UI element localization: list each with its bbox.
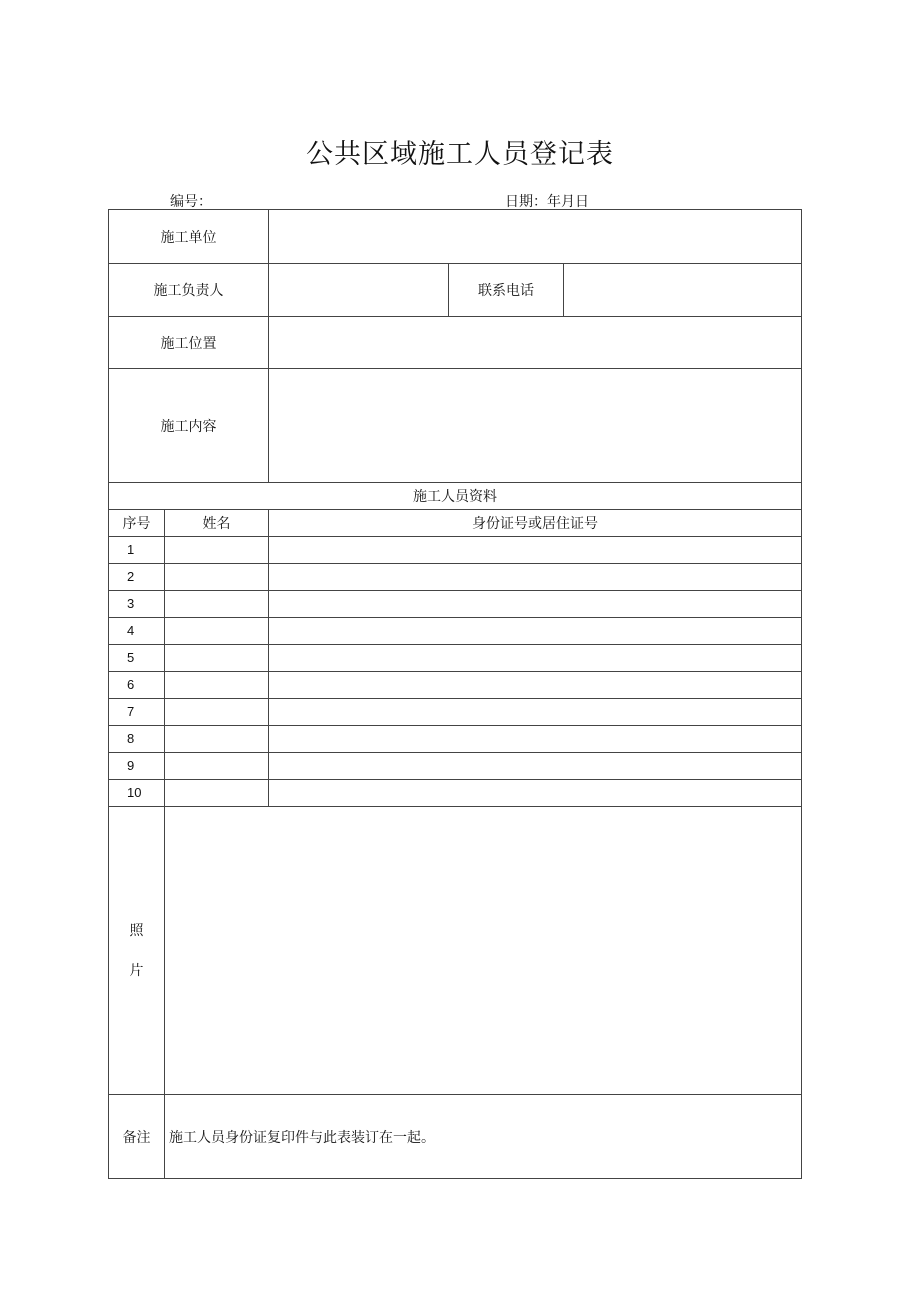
name-cell[interactable] xyxy=(165,780,269,807)
leader-cell[interactable] xyxy=(269,264,449,317)
col-header-name: 姓名 xyxy=(165,510,269,537)
personnel-section-title: 施工人员资料 xyxy=(109,483,802,510)
id-cell[interactable] xyxy=(269,591,802,618)
table-row xyxy=(109,780,802,807)
name-cell[interactable] xyxy=(165,537,269,564)
id-cell[interactable] xyxy=(269,780,802,807)
phone-label: 联系电话 xyxy=(449,264,564,317)
photo-area[interactable] xyxy=(165,807,802,1095)
name-cell[interactable] xyxy=(165,618,269,645)
phone-cell[interactable] xyxy=(564,264,802,317)
name-cell[interactable] xyxy=(165,564,269,591)
unit-label: 施工单位 xyxy=(109,210,269,264)
name-cell[interactable] xyxy=(165,672,269,699)
location-input[interactable] xyxy=(269,335,801,351)
location-row xyxy=(109,317,802,369)
row-index: 6 xyxy=(109,672,165,699)
id-cell[interactable] xyxy=(269,645,802,672)
table-row xyxy=(109,645,802,672)
row-index: 3 xyxy=(109,591,165,618)
photo-label-line2: 片 xyxy=(129,962,144,979)
table-row xyxy=(109,591,802,618)
content-label: 施工内容 xyxy=(109,369,269,483)
unit-cell[interactable] xyxy=(269,210,802,264)
location-cell[interactable] xyxy=(269,317,802,369)
id-cell[interactable] xyxy=(269,564,802,591)
row-index: 4 xyxy=(109,618,165,645)
row-index: 8 xyxy=(109,726,165,753)
unit-row xyxy=(109,210,802,264)
name-cell[interactable] xyxy=(165,591,269,618)
personnel-section-row xyxy=(109,483,802,510)
date-label: 日期：年月日 xyxy=(505,194,589,210)
id-cell[interactable] xyxy=(269,537,802,564)
personnel-header-row xyxy=(109,510,802,537)
row-index: 2 xyxy=(109,564,165,591)
table-row xyxy=(109,537,802,564)
row-index: 10 xyxy=(109,780,165,807)
row-index: 5 xyxy=(109,645,165,672)
row-index: 1 xyxy=(109,537,165,564)
name-cell[interactable] xyxy=(165,645,269,672)
name-cell[interactable] xyxy=(165,726,269,753)
id-cell[interactable] xyxy=(269,672,802,699)
row-index: 9 xyxy=(109,753,165,780)
table-row xyxy=(109,726,802,753)
phone-input[interactable] xyxy=(564,282,801,298)
registration-form-table xyxy=(108,209,802,1179)
id-cell[interactable] xyxy=(269,726,802,753)
leader-row xyxy=(109,264,802,317)
remarks-label: 备注 xyxy=(109,1095,165,1179)
table-row xyxy=(109,699,802,726)
table-row xyxy=(109,564,802,591)
number-label: 编号： xyxy=(170,194,212,210)
leader-input[interactable] xyxy=(269,282,448,298)
row-index: 7 xyxy=(109,699,165,726)
id-cell[interactable] xyxy=(269,753,802,780)
id-cell[interactable] xyxy=(269,618,802,645)
leader-label: 施工负责人 xyxy=(109,264,269,317)
id-cell[interactable] xyxy=(269,699,802,726)
col-header-index: 序号 xyxy=(109,510,165,537)
remarks-row xyxy=(109,1095,802,1179)
table-row xyxy=(109,672,802,699)
remarks-text: 施工人员身份证复印件与此表装订在一起。 xyxy=(165,1095,802,1179)
photo-label xyxy=(109,807,165,1095)
content-cell[interactable] xyxy=(269,369,802,483)
photo-label-line1: 照 xyxy=(129,922,144,939)
location-label: 施工位置 xyxy=(109,317,269,369)
unit-input[interactable] xyxy=(269,229,801,245)
col-header-id: 身份证号或居住证号 xyxy=(269,510,802,537)
content-row xyxy=(109,369,802,483)
table-row xyxy=(109,618,802,645)
photo-row xyxy=(109,807,802,1095)
table-row xyxy=(109,753,802,780)
name-cell[interactable] xyxy=(165,753,269,780)
name-cell[interactable] xyxy=(165,699,269,726)
form-title: 公共区域施工人员登记表 xyxy=(306,139,614,170)
